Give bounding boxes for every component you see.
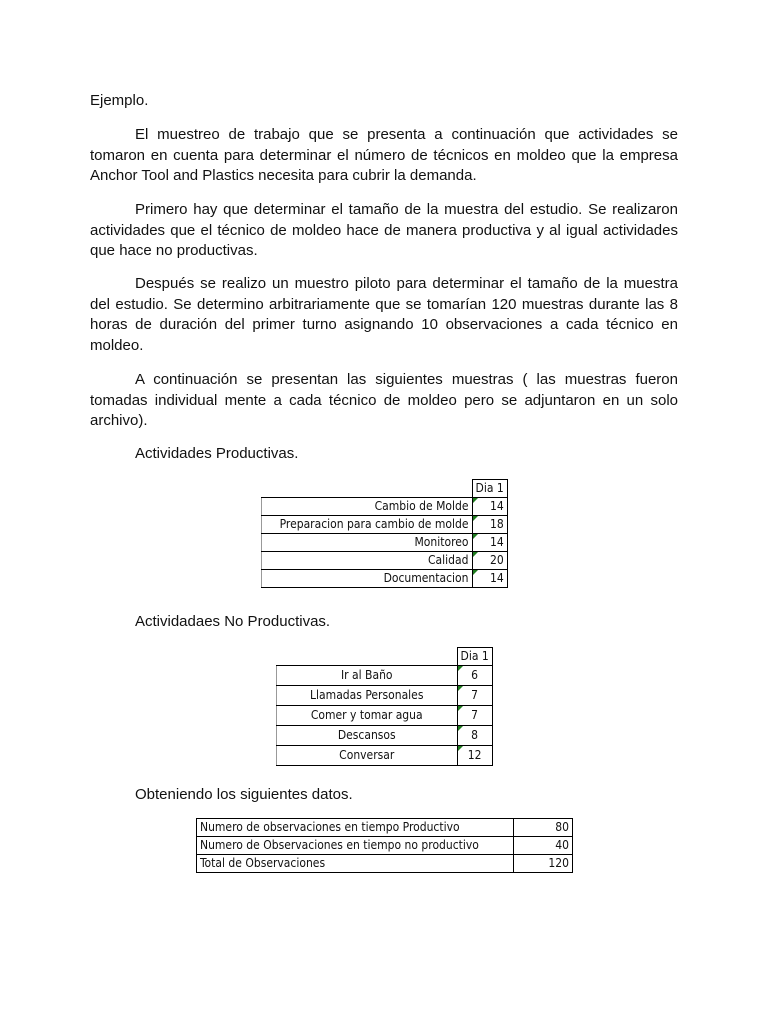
table-row [197,855,573,873]
table-row [262,552,508,570]
row-value: 18 [472,516,507,534]
row-label: Calidad [262,552,473,570]
table-row [262,498,508,516]
row-value: 120 [514,855,573,873]
summary-title: Obteniendo los siguientes datos. [135,786,353,803]
row-label: Llamadas Personales [277,686,458,706]
productive-title: Actividades Productivas. [135,445,299,462]
table-row [277,686,493,706]
row-value: 14 [472,570,507,588]
row-label: Conversar [277,746,458,766]
table-row [277,726,493,746]
table-row [262,570,508,588]
row-label: Descansos [277,726,458,746]
nonproductive-column-header: Dia 1 [457,648,492,666]
row-value: 12 [457,746,492,766]
table-row [262,516,508,534]
row-value: 40 [514,837,573,855]
row-label: Preparacion para cambio de molde [262,516,473,534]
row-label: Total de Observaciones [197,855,514,873]
nonproductive-table [276,647,493,766]
row-label: Cambio de Molde [262,498,473,516]
paragraph-4: A continuación se presentan las siguientes muestras ( las muestras fueron tomadas individual mente a cada técnico de moldeo pero se adjuntaron en un solo archivo). [90,371,678,429]
table-row [277,746,493,766]
row-value: 14 [472,534,507,552]
summary-table [196,818,573,873]
nonproductive-title: Actividadaes No Productivas. [135,613,331,630]
row-value: 7 [457,706,492,726]
table-row [197,837,573,855]
row-label: Ir al Baño [277,666,458,686]
productive-table [261,479,508,588]
row-label: Comer y tomar agua [277,706,458,726]
paragraph-3: Después se realizo un muestro piloto para determinar el tamaño de la muestra del estudio. Se determino arbitrariamente que se tomarían 120 muestras durante las 8 horas de duración del primer turno asignando 10 observaciones a cada técnico en moldeo. [90,275,678,354]
row-label: Numero de observaciones en tiempo Productivo [197,819,514,837]
table-row [262,534,508,552]
row-value: 7 [457,686,492,706]
row-label: Monitoreo [262,534,473,552]
row-value: 14 [472,498,507,516]
row-value: 6 [457,666,492,686]
table-row [277,666,493,686]
paragraph-1: El muestreo de trabajo que se presenta a continuación que actividades se tomaron en cuenta para determinar el número de técnicos en moldeo que la empresa Anchor Tool and Plastics necesita para cubrir la demanda. [90,126,678,184]
row-value: 80 [514,819,573,837]
table-row [277,706,493,726]
row-value: 20 [472,552,507,570]
paragraph-2: Primero hay que determinar el tamaño de la muestra del estudio. Se realizaron actividades que el técnico de moldeo hace de manera productiva y al igual actividades que hace no productivas. [90,201,678,259]
row-label: Documentacion [262,570,473,588]
table-row [197,819,573,837]
heading: Ejemplo. [90,92,149,109]
productive-column-header: Dia 1 [472,480,507,498]
row-value: 8 [457,726,492,746]
row-label: Numero de Observaciones en tiempo no productivo [197,837,514,855]
